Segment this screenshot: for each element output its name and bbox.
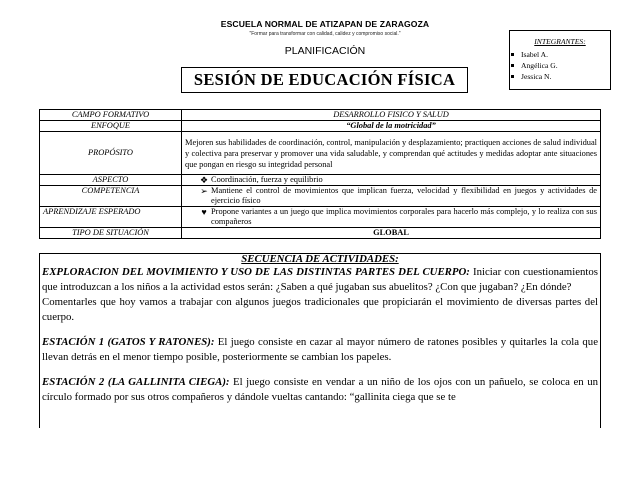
document-subtitle: PLANIFICACIÓN: [284, 45, 366, 57]
enfoque-label: ENFOQUE: [40, 121, 182, 132]
aprendizaje-cell: [182, 207, 601, 228]
diamond-bullet-icon: ❖: [199, 175, 209, 185]
school-name: ESCUELA NORMAL DE ATIZAPAN DE ZARAGOZA: [220, 19, 430, 29]
intro-heading: EXPLORACION DEL MOVIMIENTO Y USO DE LAS DISTINTAS PARTES DEL CUERPO:: [42, 266, 470, 278]
competencia-value: Mantiene el control de movimientos que implican fuerza, velocidad y flexibilidad en juegos y actividades de ejercicio físico: [211, 186, 597, 205]
bullet-icon: [511, 64, 514, 67]
intro-paragraph: [42, 265, 598, 295]
station-2-paragraph: [42, 375, 598, 405]
heart-bullet-icon: ♥: [201, 207, 207, 217]
team-member-name: Isabel A.: [521, 50, 548, 59]
table-row: [40, 132, 601, 175]
aspecto-value: Coordinación, fuerza y equilibrio: [211, 175, 323, 184]
school-motto: "Formar para transformar con calidad, calidez y compromiso social.": [249, 31, 401, 37]
team-member: [510, 71, 610, 82]
station-2-heading: ESTACIÓN 2 (LA GALLINITA CIEGA):: [42, 376, 230, 388]
aprendizaje-value: Propone variantes a un juego que implica movimientos corporales para hacerlo más complejo, y lo realiza con sus compañeros: [211, 207, 597, 226]
station-1-heading: ESTACIÓN 1 (GATOS Y RATONES):: [42, 336, 215, 348]
sequence-title: SECUENCIA DE ACTIVIDADES:: [241, 253, 399, 265]
page-title: SESIÓN DE EDUCACIÓN FÍSICA: [181, 67, 468, 93]
station-2-text: El juego consiste en vendar a un niño de los ojos con un pañuelo, se coloca en un círculo formado por sus otros compañeros y dándole vueltas cantando: “gallinita ciega que se te: [42, 376, 598, 403]
table-row: [40, 207, 601, 228]
team-member-name: Angélica G.: [521, 61, 558, 70]
table-row: [40, 186, 601, 207]
tipo-label: TIPO DE SITUACIÓN: [40, 228, 182, 239]
tipo-value: GLOBAL: [182, 228, 601, 239]
campo-value: DESARROLLO FISICO Y SALUD: [182, 110, 601, 121]
aprendizaje-label: APRENDIZAJE ESPERADO: [40, 207, 182, 228]
bullet-icon: [511, 53, 514, 56]
proposito-label: PROPÓSITO: [40, 132, 182, 175]
team-member: [510, 49, 610, 60]
table-row: [40, 228, 601, 239]
bullet-icon: [511, 75, 514, 78]
team-member: [510, 60, 610, 71]
planning-table: [39, 109, 601, 239]
team-title: INTEGRANTES:: [534, 37, 586, 46]
enfoque-value: “Global de la motricidad”: [182, 121, 601, 132]
team-box: [509, 30, 611, 90]
proposito-value: Mejoren sus habilidades de coordinación, control, manipulación y desplazamiento; practiquen acciones de salud individual y colectiva para preservar y promover una vida saludable, y comprendan qué actitudes y medidas adoptar ante situaciones que pongan en riesgo su integridad personal: [182, 132, 601, 175]
arrow-bullet-icon: ➢: [200, 186, 208, 196]
aspecto-label: ASPECTO: [40, 175, 182, 186]
activity-sequence: [39, 253, 601, 428]
intro-text: Iniciar con cuestionamientos que introduzcan a los niños a la actividad estos serán: ¿Saben a qué jugaban sus abuelitos? ¿Con que jugaban? ¿En dónde?: [42, 266, 598, 293]
table-row: [40, 110, 601, 121]
team-member-name: Jessica N.: [521, 72, 552, 81]
team-list: [510, 49, 610, 82]
competencia-cell: [182, 186, 601, 207]
campo-label: CAMPO FORMATIVO: [40, 110, 182, 121]
aspecto-cell: [182, 175, 601, 186]
intro-paragraph-2: Comentarles que hoy vamos a trabajar con algunos juegos tradicionales que propiciarán el movimiento de diversas partes del cuerpo.: [42, 296, 598, 323]
table-row: [40, 175, 601, 186]
station-1-text: El juego consiste en cazar al mayor número de ratones posibles y quitarles la cola que llevan detrás en el menor tiempo posible, posteriormente se cambian los papeles.: [42, 336, 598, 363]
station-1-paragraph: [42, 335, 598, 365]
table-row: [40, 121, 601, 132]
competencia-label: COMPETENCIA: [40, 186, 182, 207]
